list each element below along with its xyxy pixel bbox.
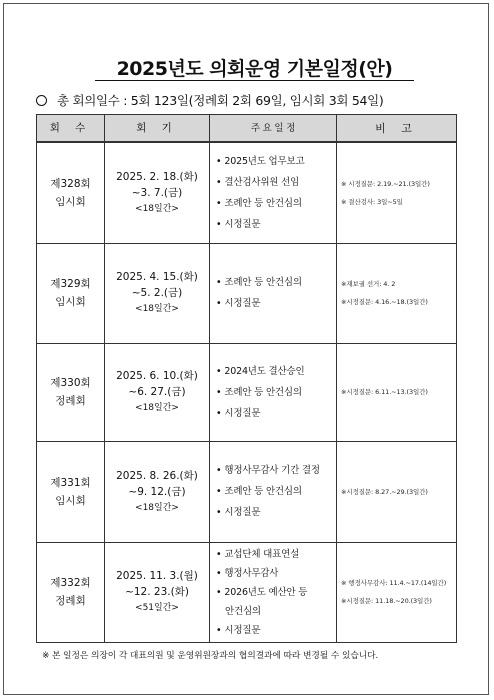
session-type: 임시회 bbox=[55, 195, 86, 208]
notes-cell bbox=[337, 441, 457, 542]
session-number: 제328회 bbox=[50, 177, 91, 190]
agenda-item: • 행정사무감사 기간 결정 bbox=[216, 460, 336, 481]
period-days: <18일간> bbox=[135, 403, 179, 413]
period-end: ~9. 12.(금) bbox=[128, 485, 186, 498]
notes-cell bbox=[337, 343, 457, 441]
session-cell bbox=[37, 142, 105, 243]
table-row bbox=[37, 542, 457, 642]
note-item: ※재보궐 선거: 4. 2 bbox=[341, 280, 396, 288]
table-header-row bbox=[37, 115, 457, 143]
agenda-item: • 조례안 등 안건심의 bbox=[216, 481, 336, 502]
note-item: ※ 행정사무감사: 11.4.~17.(14일간) bbox=[341, 579, 447, 587]
header-session: 회 수 bbox=[37, 115, 105, 143]
session-number: 제330회 bbox=[50, 377, 91, 389]
period-end: ~12. 23.(화) bbox=[125, 586, 189, 598]
session-number: 제329회 bbox=[50, 278, 91, 290]
note-item: ※시정질문: 8.27.~29.(3일간) bbox=[341, 487, 428, 496]
period-cell bbox=[105, 441, 210, 542]
session-type: 임시회 bbox=[55, 494, 86, 507]
period-cell bbox=[105, 343, 210, 441]
agenda-cell bbox=[210, 142, 337, 243]
note-item: ※ 결산검사: 3일~5일 bbox=[341, 197, 403, 206]
session-cell bbox=[37, 542, 105, 642]
agenda-item: • 시정질문 bbox=[216, 293, 336, 314]
title-underline bbox=[95, 80, 414, 81]
period-end: ~3. 7.(금) bbox=[131, 186, 183, 199]
note-item: ※시정질문: 11.18.~20.(3일간) bbox=[341, 597, 432, 605]
agenda-item-continued: 안건심의 bbox=[225, 605, 261, 617]
header-notes: 비 고 bbox=[337, 115, 457, 143]
agenda-item: • 2025년도 업무보고 bbox=[216, 151, 336, 172]
session-number: 제331회 bbox=[50, 476, 91, 489]
note-item: ※시정질문: 4.16.~18.(3일간) bbox=[341, 298, 428, 306]
session-cell bbox=[37, 441, 105, 542]
agenda-cell bbox=[210, 441, 337, 542]
session-type: 임시회 bbox=[55, 296, 86, 308]
period-start: 2025. 2. 18.(화) bbox=[116, 170, 198, 183]
agenda-cell bbox=[210, 343, 337, 441]
period-cell bbox=[105, 542, 210, 642]
period-start: 2025. 11. 3.(월) bbox=[116, 570, 198, 582]
agenda-item: • 교섭단체 대표연설 bbox=[216, 545, 336, 564]
note-item: ※ 시정질문: 2.19.~21.(3일간) bbox=[341, 179, 430, 188]
session-type: 정례회 bbox=[55, 595, 86, 607]
notes-cell bbox=[337, 243, 457, 343]
session-cell bbox=[37, 243, 105, 343]
agenda-item: • 시정질문 bbox=[216, 403, 336, 424]
period-days: <51일간> bbox=[135, 603, 179, 613]
agenda-item: • 조례안 등 안건심의 bbox=[216, 272, 336, 293]
agenda-cell bbox=[210, 243, 337, 343]
schedule-table bbox=[36, 114, 457, 643]
agenda-item: • 결산검사위원 선임 bbox=[216, 172, 336, 193]
notes-cell bbox=[337, 542, 457, 642]
agenda-cell bbox=[210, 542, 337, 642]
header-agenda: 주 요 일 정 bbox=[210, 115, 337, 143]
note-item: ※시정질문: 6.11.~13.(3일간) bbox=[341, 388, 428, 396]
page-title: 2025년도 의회운영 기본일정(안) bbox=[116, 58, 393, 80]
summary-text: 총 회의일수 : 5회 123일(정례회 2회 69일, 임시회 3회 54일) bbox=[57, 93, 384, 108]
agenda-item: • 조례안 등 안건심의 bbox=[216, 382, 336, 403]
period-end: ~6. 27.(금) bbox=[128, 386, 186, 398]
period-cell bbox=[105, 243, 210, 343]
period-start: 2025. 6. 10.(화) bbox=[116, 370, 198, 382]
session-type: 정례회 bbox=[55, 395, 86, 407]
header-period: 회 기 bbox=[105, 115, 210, 143]
agenda-item: • 조례안 등 안건심의 bbox=[216, 193, 336, 214]
table-row bbox=[37, 343, 457, 441]
notes-cell bbox=[337, 142, 457, 243]
period-days: <18일간> bbox=[135, 203, 179, 214]
session-cell bbox=[37, 343, 105, 441]
table-row bbox=[37, 142, 457, 243]
period-cell bbox=[105, 142, 210, 243]
agenda-item: • 2024년도 결산승인 bbox=[216, 361, 336, 382]
period-start: 2025. 8. 26.(화) bbox=[116, 469, 198, 482]
summary-line bbox=[36, 91, 384, 109]
table-row bbox=[37, 243, 457, 343]
session-number: 제332회 bbox=[50, 577, 91, 589]
period-start: 2025. 4. 15.(화) bbox=[116, 271, 198, 283]
agenda-item: • 행정사무감사 bbox=[216, 564, 336, 583]
agenda-item: • 시정질문 bbox=[216, 621, 336, 640]
period-days: <18일간> bbox=[135, 304, 179, 314]
circle-bullet-icon bbox=[36, 95, 47, 106]
table-row bbox=[37, 441, 457, 542]
period-days: <18일간> bbox=[135, 502, 179, 513]
period-end: ~5. 2.(금) bbox=[131, 287, 183, 299]
agenda-item: • 시정질문 bbox=[216, 502, 336, 523]
footnote: ※ 본 일정은 의장이 각 대표의원 및 운영위원장과의 협의결과에 따라 변경될 수 있습니다. bbox=[42, 651, 379, 661]
agenda-item: • 2026년도 예산안 등 bbox=[216, 583, 336, 602]
agenda-item: • 시정질문 bbox=[216, 214, 336, 235]
